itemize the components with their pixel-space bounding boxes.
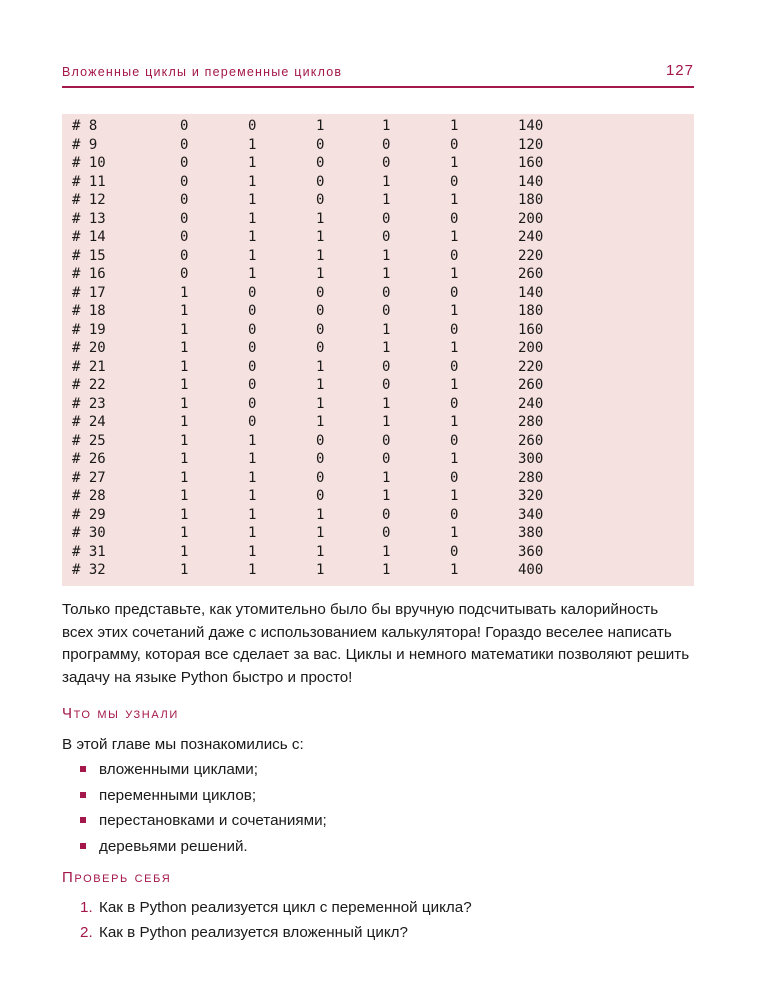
code-bit: 1 — [316, 506, 325, 523]
code-comment: # 32 — [72, 562, 106, 578]
code-bit: 1 — [450, 414, 459, 430]
code-total: 260 — [518, 377, 544, 393]
code-bit: 1 — [248, 173, 257, 190]
code-line — [62, 265, 694, 284]
code-comment: # 10 — [72, 155, 106, 171]
code-bit: 1 — [382, 247, 391, 264]
code-bit: 0 — [450, 506, 459, 523]
code-bit: 1 — [316, 118, 325, 134]
code-bit: 1 — [450, 488, 459, 504]
code-bit: 0 — [316, 303, 325, 319]
code-line — [62, 210, 694, 229]
code-line — [62, 136, 694, 155]
code-bit: 1 — [316, 525, 325, 541]
code-bit: 1 — [180, 432, 189, 449]
code-bit: 1 — [180, 340, 189, 356]
code-line — [62, 228, 694, 247]
code-line — [62, 302, 694, 321]
square-bullet-icon — [80, 817, 86, 823]
code-bit: 1 — [180, 395, 189, 412]
square-bullet-icon — [80, 766, 86, 772]
code-bit: 0 — [248, 321, 257, 338]
code-comment: # 8 — [72, 118, 98, 134]
code-bit: 1 — [316, 543, 325, 560]
code-bit: 1 — [180, 284, 189, 301]
code-bit: 0 — [382, 377, 391, 393]
code-line — [62, 173, 694, 192]
code-bit: 1 — [316, 395, 325, 412]
code-total: 360 — [518, 543, 544, 560]
section-intro: В этой главе мы познакомились с: — [62, 736, 304, 753]
paragraph-line: всех этих сочетаний даже с использованием калькулятора! Гораздо веселее написать — [62, 623, 672, 641]
code-total: 240 — [518, 229, 544, 245]
code-bit: 1 — [180, 321, 189, 338]
code-bit: 0 — [316, 136, 325, 153]
code-bit: 1 — [382, 266, 391, 282]
code-total: 220 — [518, 247, 544, 264]
code-line — [62, 561, 694, 580]
code-comment: # 12 — [72, 192, 106, 208]
code-bit: 0 — [248, 377, 257, 393]
code-bit: 0 — [180, 247, 189, 264]
code-bit: 0 — [248, 340, 257, 356]
code-bit: 1 — [382, 340, 391, 356]
code-total: 240 — [518, 395, 544, 412]
code-comment: # 13 — [72, 210, 106, 227]
code-bit: 1 — [248, 229, 257, 245]
code-line — [62, 284, 694, 303]
code-bit: 0 — [180, 266, 189, 282]
code-bit: 0 — [316, 488, 325, 504]
code-total: 200 — [518, 340, 544, 356]
code-total: 380 — [518, 525, 544, 541]
code-line — [62, 358, 694, 377]
code-total: 260 — [518, 432, 544, 449]
code-bit: 1 — [316, 210, 325, 227]
code-bit: 1 — [180, 451, 189, 467]
paragraph-line: задачу на языке Python быстро и просто! — [62, 668, 353, 686]
code-line — [62, 543, 694, 562]
code-bit: 1 — [248, 155, 257, 171]
code-bit: 1 — [382, 562, 391, 578]
code-line — [62, 506, 694, 525]
code-bit: 1 — [180, 358, 189, 375]
code-bit: 0 — [450, 247, 459, 264]
code-bit: 1 — [382, 118, 391, 134]
code-bit: 0 — [382, 284, 391, 301]
code-line — [62, 339, 694, 358]
code-line — [62, 469, 694, 488]
list-item — [80, 837, 327, 863]
square-bullet-icon — [80, 843, 86, 849]
code-total: 280 — [518, 469, 544, 486]
code-bit: 0 — [248, 284, 257, 301]
code-line — [62, 117, 694, 136]
code-comment: # 29 — [72, 506, 106, 523]
code-bit: 0 — [450, 321, 459, 338]
code-bit: 0 — [382, 432, 391, 449]
code-bit: 0 — [180, 210, 189, 227]
code-comment: # 11 — [72, 173, 106, 190]
code-line — [62, 432, 694, 451]
code-bit: 1 — [248, 247, 257, 264]
code-bit: 0 — [180, 155, 189, 171]
code-bit: 0 — [450, 395, 459, 412]
code-bit: 1 — [180, 543, 189, 560]
code-bit: 0 — [382, 451, 391, 467]
code-total: 220 — [518, 358, 544, 375]
code-bit: 0 — [248, 395, 257, 412]
code-total: 320 — [518, 488, 544, 504]
list-item-text: деревьями решений. — [99, 837, 248, 855]
list-item-text: Как в Python реализуется цикл с переменной цикла? — [99, 899, 472, 916]
code-comment: # 24 — [72, 414, 106, 430]
code-bit: 0 — [450, 136, 459, 153]
code-bit: 1 — [450, 118, 459, 134]
code-bit: 0 — [248, 118, 257, 134]
code-bit: 1 — [248, 469, 257, 486]
code-bit: 1 — [450, 303, 459, 319]
code-total: 280 — [518, 414, 544, 430]
code-bit: 1 — [382, 192, 391, 208]
code-bit: 1 — [180, 303, 189, 319]
code-comment: # 23 — [72, 395, 106, 412]
code-total: 200 — [518, 210, 544, 227]
list-item-text: переменными циклов; — [99, 786, 257, 804]
code-bit: 0 — [180, 136, 189, 153]
code-bit: 0 — [316, 451, 325, 467]
code-bit: 1 — [316, 229, 325, 245]
code-comment: # 17 — [72, 284, 106, 301]
list-item-text: Как в Python реализуется вложенный цикл? — [99, 924, 408, 941]
code-bit: 1 — [248, 210, 257, 227]
list-item — [80, 923, 472, 948]
code-bit: 0 — [316, 469, 325, 486]
learned-list — [80, 760, 327, 862]
code-bit: 0 — [382, 525, 391, 541]
square-bullet-icon — [80, 792, 86, 798]
list-item — [80, 786, 327, 812]
code-total: 300 — [518, 451, 544, 467]
code-line — [62, 154, 694, 173]
code-bit: 1 — [248, 562, 257, 578]
code-bit: 1 — [450, 377, 459, 393]
code-bit: 1 — [316, 358, 325, 375]
code-comment: # 9 — [72, 136, 98, 153]
code-bit: 0 — [180, 118, 189, 134]
code-bit: 0 — [248, 414, 257, 430]
code-bit: 1 — [180, 506, 189, 523]
code-bit: 1 — [316, 377, 325, 393]
code-comment: # 28 — [72, 488, 106, 504]
paragraph-line: программу, которая все сделает за вас. Циклы и немного математики позволяют решить — [62, 646, 690, 664]
code-total: 180 — [518, 303, 544, 319]
list-item-text: перестановками и сочетаниями; — [99, 812, 327, 830]
code-bit: 0 — [450, 210, 459, 227]
code-bit: 1 — [248, 506, 257, 523]
item-number: 1. — [80, 899, 93, 916]
code-bit: 1 — [382, 321, 391, 338]
code-comment: # 30 — [72, 525, 106, 541]
code-bit: 0 — [180, 173, 189, 190]
code-bit: 0 — [316, 321, 325, 338]
code-bit: 0 — [316, 284, 325, 301]
code-bit: 0 — [450, 173, 459, 190]
code-line — [62, 376, 694, 395]
list-item — [80, 811, 327, 837]
code-bit: 0 — [382, 155, 391, 171]
code-bit: 1 — [450, 229, 459, 245]
item-number: 2. — [80, 924, 93, 941]
code-comment: # 15 — [72, 247, 106, 264]
code-bit: 0 — [248, 303, 257, 319]
code-bit: 1 — [450, 192, 459, 208]
code-bit: 1 — [180, 469, 189, 486]
code-bit: 1 — [382, 543, 391, 560]
code-line — [62, 191, 694, 210]
code-bit: 1 — [382, 488, 391, 504]
code-bit: 0 — [450, 358, 459, 375]
code-comment: # 21 — [72, 358, 106, 375]
code-bit: 1 — [382, 414, 391, 430]
code-bit: 1 — [316, 266, 325, 282]
code-bit: 0 — [316, 173, 325, 190]
code-bit: 1 — [248, 488, 257, 504]
code-bit: 1 — [180, 562, 189, 578]
code-comment: # 20 — [72, 340, 106, 356]
page-number: 127 — [665, 62, 694, 79]
list-item — [80, 760, 327, 786]
review-questions — [80, 898, 472, 948]
code-bit: 1 — [450, 451, 459, 467]
code-bit: 0 — [316, 155, 325, 171]
code-comment: # 27 — [72, 469, 106, 486]
list-item-text: вложенными циклами; — [99, 761, 258, 778]
code-total: 140 — [518, 284, 544, 301]
code-bit: 1 — [248, 136, 257, 153]
code-bit: 0 — [382, 303, 391, 319]
code-total: 140 — [518, 173, 544, 190]
code-bit: 0 — [382, 506, 391, 523]
code-total: 340 — [518, 506, 544, 523]
code-bit: 1 — [316, 562, 325, 578]
code-bit: 0 — [316, 432, 325, 449]
code-bit: 1 — [382, 173, 391, 190]
code-bit: 1 — [316, 414, 325, 430]
code-line — [62, 450, 694, 469]
code-bit: 0 — [180, 229, 189, 245]
code-comment: # 16 — [72, 266, 106, 282]
list-item — [80, 898, 472, 923]
code-bit: 1 — [248, 432, 257, 449]
body-paragraph — [62, 599, 702, 689]
code-bit: 0 — [382, 358, 391, 375]
code-bit: 1 — [248, 525, 257, 541]
code-listing — [62, 114, 694, 586]
code-line — [62, 247, 694, 266]
header-rule — [62, 86, 694, 88]
running-header — [62, 62, 694, 82]
running-title: Вложенные циклы и переменные циклов — [62, 65, 343, 79]
code-line — [62, 395, 694, 414]
code-comment: # 26 — [72, 451, 106, 467]
code-bit: 0 — [248, 358, 257, 375]
code-bit: 0 — [450, 284, 459, 301]
code-comment: # 25 — [72, 432, 106, 449]
code-bit: 0 — [382, 229, 391, 245]
code-bit: 0 — [316, 192, 325, 208]
code-bit: 1 — [180, 377, 189, 393]
code-total: 140 — [518, 118, 544, 134]
code-comment: # 14 — [72, 229, 106, 245]
code-bit: 0 — [450, 432, 459, 449]
code-bit: 1 — [450, 525, 459, 541]
paragraph-line: Только представьте, как утомительно было бы вручную подсчитывать калорийность — [62, 601, 659, 618]
code-line — [62, 321, 694, 340]
code-comment: # 19 — [72, 321, 106, 338]
code-total: 120 — [518, 136, 544, 153]
code-bit: 1 — [180, 488, 189, 504]
code-bit: 1 — [450, 340, 459, 356]
code-bit: 1 — [248, 543, 257, 560]
code-line — [62, 524, 694, 543]
code-total: 160 — [518, 321, 544, 338]
code-bit: 0 — [382, 136, 391, 153]
code-comment: # 22 — [72, 377, 106, 393]
code-line — [62, 487, 694, 506]
code-bit: 0 — [450, 469, 459, 486]
code-bit: 0 — [316, 340, 325, 356]
code-bit: 1 — [248, 266, 257, 282]
code-bit: 1 — [248, 451, 257, 467]
code-total: 260 — [518, 266, 544, 282]
code-bit: 1 — [382, 395, 391, 412]
code-line — [62, 413, 694, 432]
code-bit: 0 — [450, 543, 459, 560]
code-total: 400 — [518, 562, 544, 578]
code-bit: 1 — [450, 562, 459, 578]
code-total: 160 — [518, 155, 544, 171]
section-heading-learned: Что мы узнали — [62, 705, 179, 722]
code-bit: 0 — [382, 210, 391, 227]
code-bit: 1 — [316, 247, 325, 264]
code-bit: 1 — [180, 414, 189, 430]
code-bit: 1 — [180, 525, 189, 541]
code-bit: 1 — [450, 266, 459, 282]
code-bit: 1 — [450, 155, 459, 171]
code-total: 180 — [518, 192, 544, 208]
code-comment: # 18 — [72, 303, 106, 319]
section-heading-check: Проверь себя — [62, 869, 172, 886]
code-bit: 1 — [248, 192, 257, 208]
code-bit: 0 — [180, 192, 189, 208]
code-bit: 1 — [382, 469, 391, 486]
code-comment: # 31 — [72, 543, 106, 560]
